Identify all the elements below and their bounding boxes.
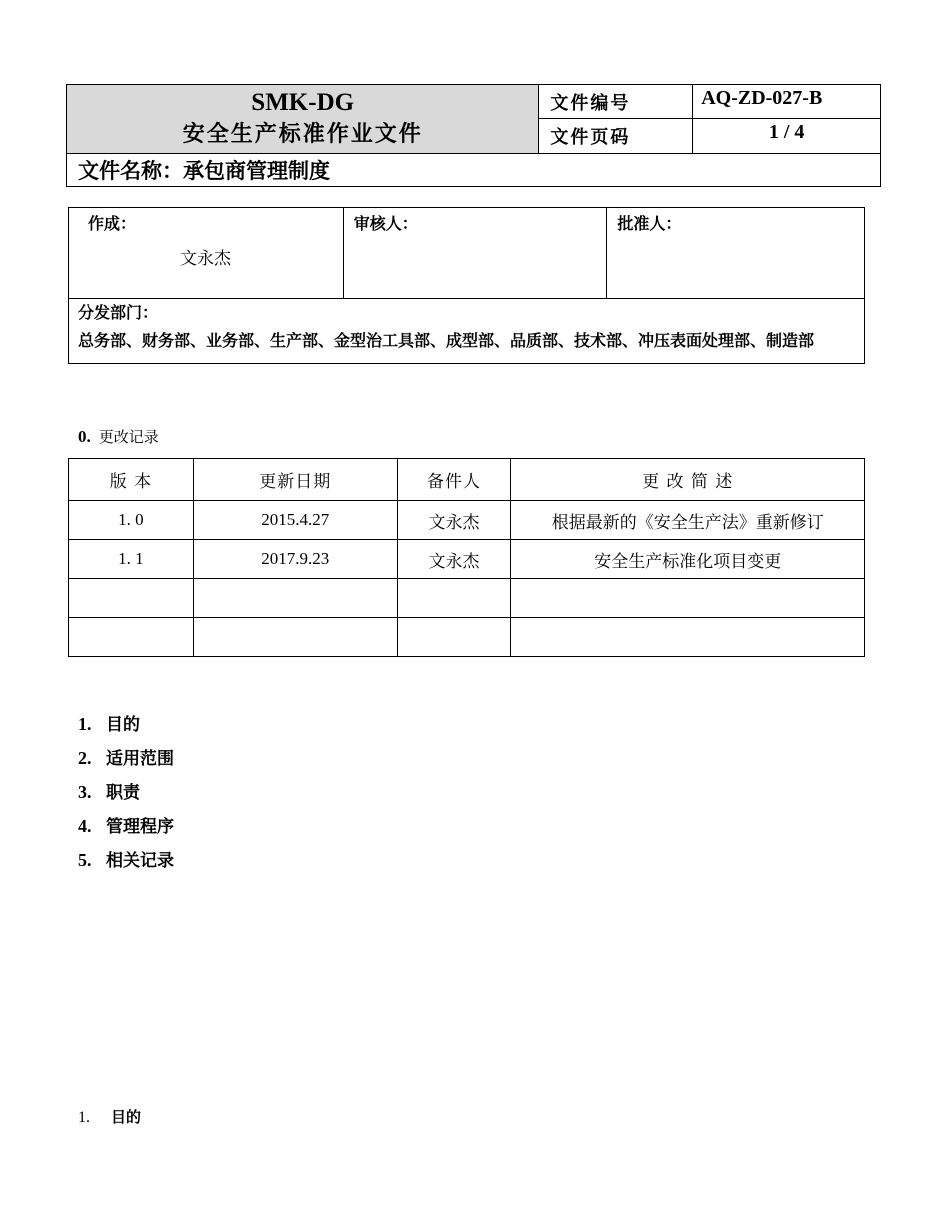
- date-cell: [193, 579, 397, 618]
- prepared-by: 文永杰: [180, 249, 231, 269]
- toc-item: [78, 709, 174, 743]
- page-label: 文件页码: [539, 119, 693, 154]
- column-header: 更 改 简 述: [511, 459, 865, 501]
- header-title-cell: [67, 85, 539, 154]
- column-header: 备件人: [397, 459, 511, 501]
- description-cell: 安全生产标准化项目变更: [511, 540, 865, 579]
- table-header-row: [69, 459, 865, 501]
- editor-cell: 文永杰: [397, 501, 511, 540]
- editor-cell: [397, 618, 511, 657]
- section-number: 0.: [78, 427, 91, 446]
- toc-item: [78, 777, 174, 811]
- description-cell: [511, 579, 865, 618]
- table-row: [69, 579, 865, 618]
- table-row: [69, 540, 865, 579]
- toc-item: [78, 743, 174, 777]
- editor-cell: [397, 579, 511, 618]
- section-title: 目的: [111, 1108, 142, 1126]
- prepared-label: 作成：: [88, 214, 137, 233]
- distribution-cell: [69, 299, 865, 364]
- column-header: 版 本: [69, 459, 194, 501]
- toc-title: 适用范围: [106, 749, 174, 769]
- toc-item: [78, 845, 174, 879]
- approver-label: 批准人：: [617, 214, 682, 233]
- toc-number: 5.: [78, 850, 92, 870]
- section-title: 更改记录: [98, 428, 159, 446]
- date-cell: 2015.4.27: [193, 501, 397, 540]
- distribution-list: 总务部、财务部、业务部、生产部、金型治工具部、成型部、品质部、技术部、冲压表面处理部、制造部: [78, 331, 815, 350]
- change-log-table: [68, 458, 865, 657]
- document-type: 安全生产标准作业文件: [182, 122, 423, 147]
- reviewer-cell: [343, 208, 607, 299]
- prepared-cell: [69, 208, 344, 299]
- toc-title: 管理程序: [106, 817, 174, 837]
- distribution-label: 分发部门：: [78, 303, 159, 322]
- table-row: [69, 501, 865, 540]
- company-code: SMK-DG: [251, 89, 355, 116]
- toc-title: 职责: [106, 783, 140, 803]
- document-header: [66, 84, 881, 187]
- toc-number: 1.: [78, 714, 92, 734]
- toc-item: [78, 811, 174, 845]
- version-cell: [69, 618, 194, 657]
- editor-cell: 文永杰: [397, 540, 511, 579]
- section-number: 1.: [78, 1109, 90, 1126]
- doc-number: AQ-ZD-027-B: [693, 85, 881, 119]
- toc-number: 2.: [78, 748, 92, 768]
- toc-title: 目的: [106, 715, 140, 735]
- table-row: [69, 618, 865, 657]
- description-cell: [511, 618, 865, 657]
- toc-number: 4.: [78, 816, 92, 836]
- change-record-heading: [78, 426, 159, 447]
- version-cell: [69, 579, 194, 618]
- toc-title: 相关记录: [106, 851, 174, 871]
- version-cell: 1. 0: [69, 501, 194, 540]
- column-header: 更新日期: [193, 459, 397, 501]
- table-of-contents: [78, 709, 174, 879]
- section-heading: [78, 1106, 141, 1127]
- date-cell: [193, 618, 397, 657]
- version-cell: 1. 1: [69, 540, 194, 579]
- approver-cell: [607, 208, 865, 299]
- doc-number-label: 文件编号: [539, 85, 693, 119]
- page-number: 1 / 4: [693, 119, 881, 154]
- description-cell: 根据最新的《安全生产法》重新修订: [511, 501, 865, 540]
- reviewer-label: 审核人：: [353, 214, 418, 233]
- approval-table: [68, 207, 865, 364]
- toc-number: 3.: [78, 782, 92, 802]
- date-cell: 2017.9.23: [193, 540, 397, 579]
- file-name: 文件名称：承包商管理制度: [67, 154, 881, 187]
